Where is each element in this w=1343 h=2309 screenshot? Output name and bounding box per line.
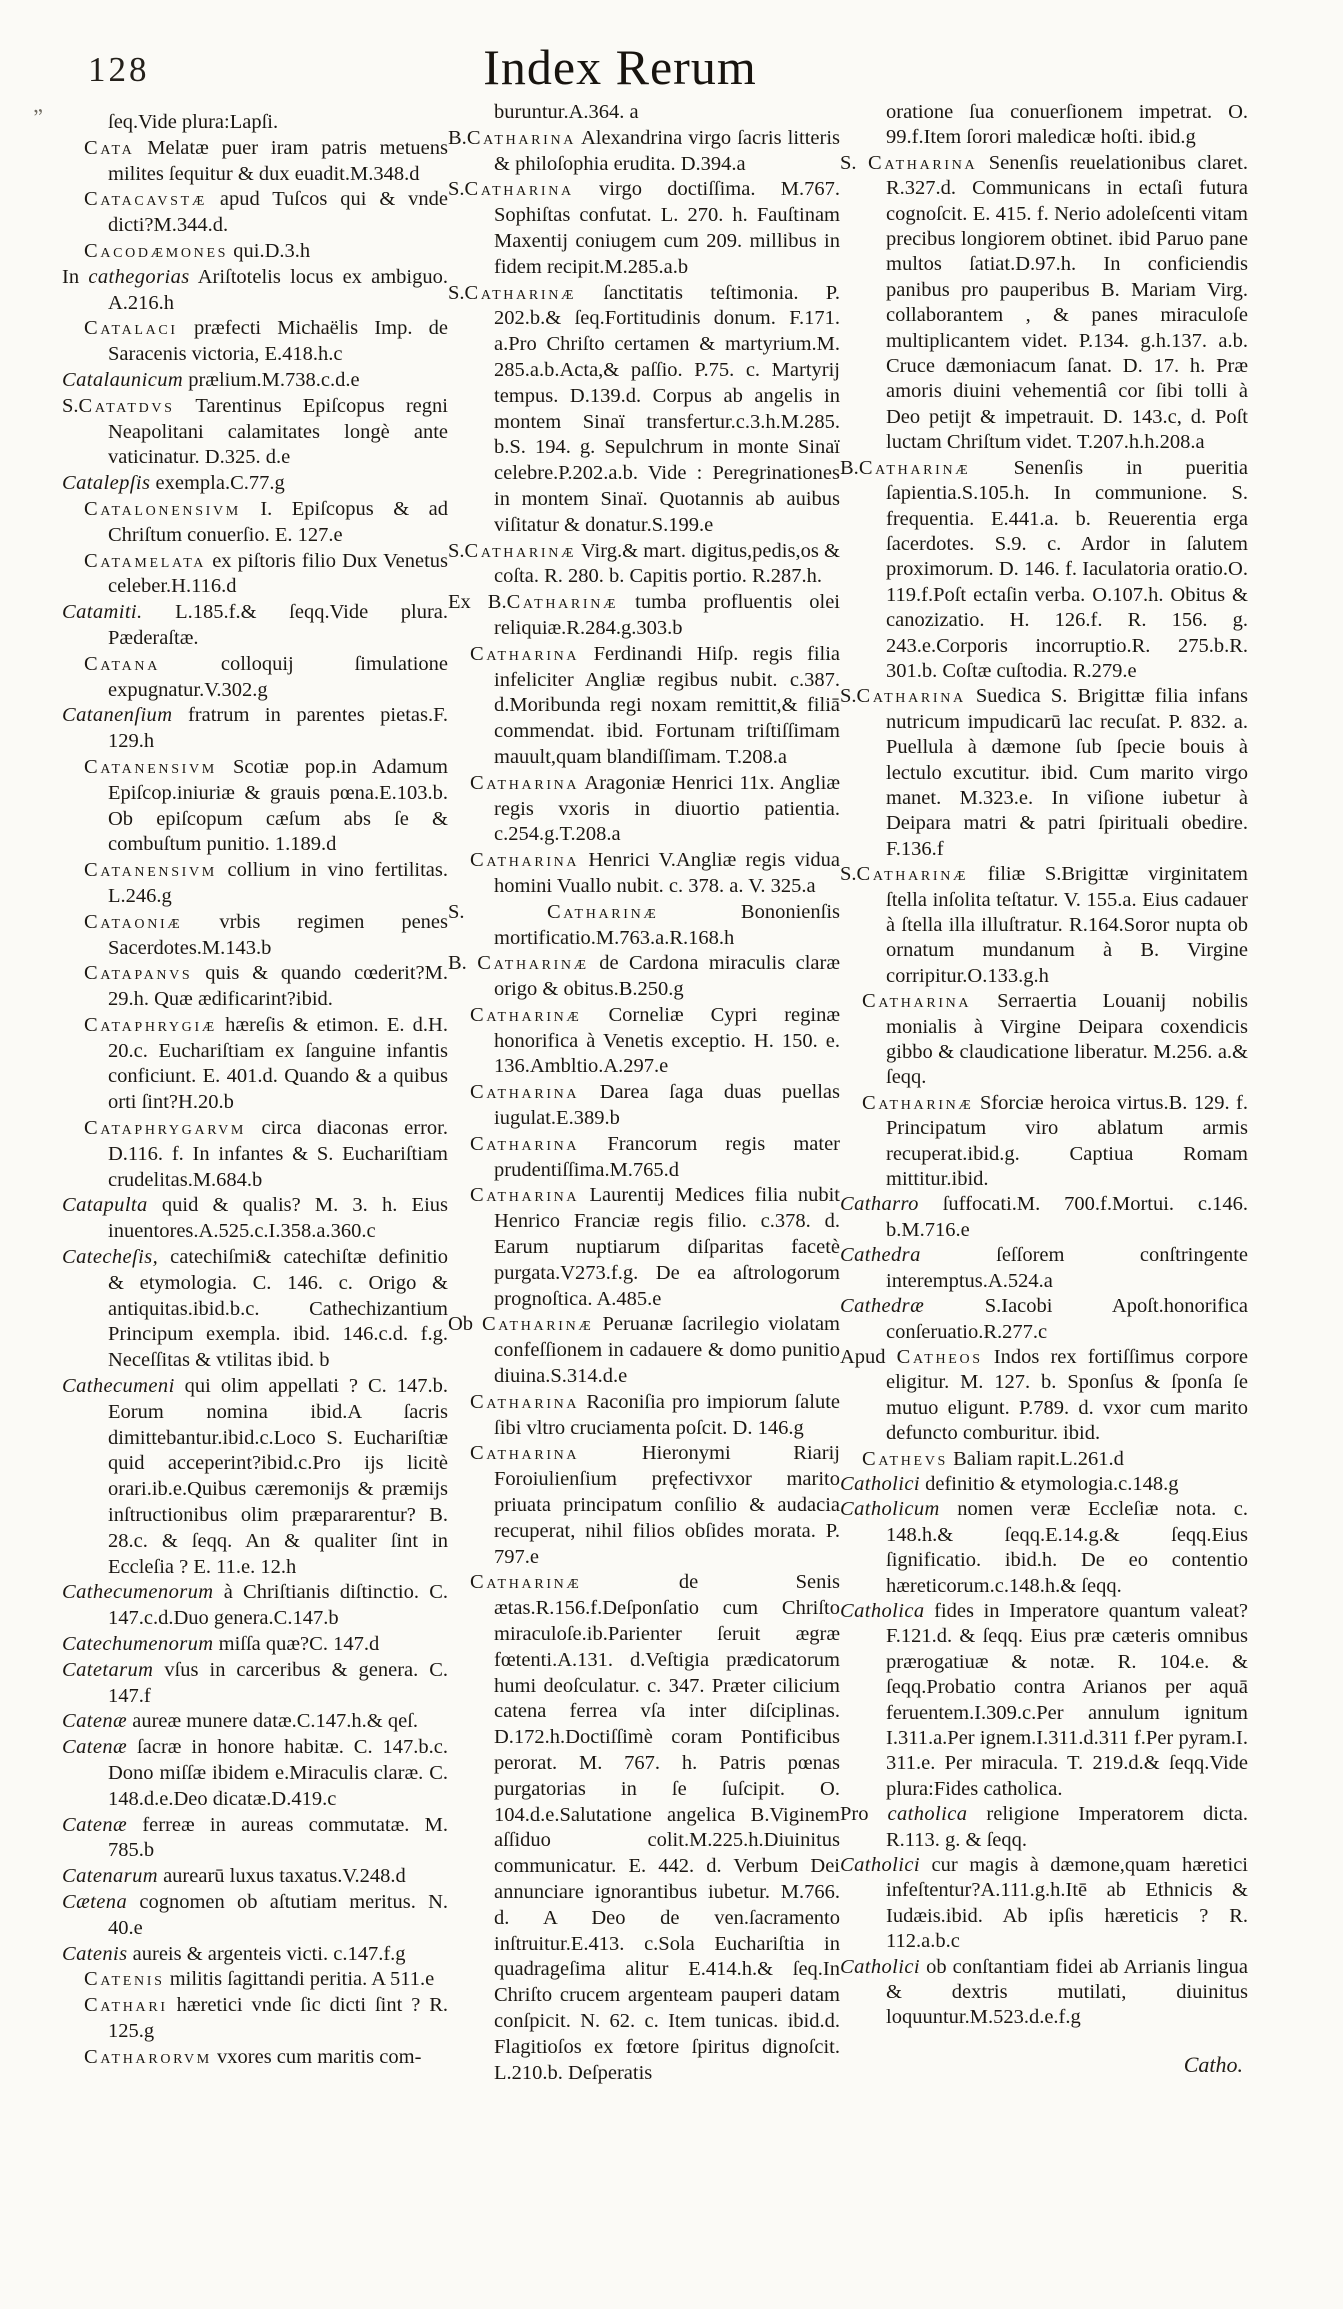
catchword: Catho. <box>1183 2052 1243 2077</box>
index-entry: Catholica fides in Imperatore quantum valeat? F.121.d. & ſeqq. Eius præ cæteris omnibus prærogatiuæ & notæ. R. 104.e. & ſeqq.Probatio contra Arianos per aquā feruentem.I.309.c.Per annulum ignitum I.311.a.Per ignem.I.311.d.311 f.Per pyram.I. 311.e. Per miracula. T. 219.d.& ſeqq.Vide plura:Fides catholica. <box>840 1599 1248 1800</box>
index-entry: Catamelata ex piſtoris filio Dux Venetus celeber.H.116.d <box>84 549 449 598</box>
index-entry: S.Catharinæ ſanctitatis teſtimonia. P. 202.b.& ſeq.Fortitudinis donum. F.171. a.Pro Chriſto certamen & martyrium.M. 285.a.b.Acta,& paſſio. P.75. c. Martyrij tempus. D.139.d. Corpus ab angelis in montem Sinaï transfertur.c.3.h.M.285. b.S. 194. g. Sepulchrum in monte Sinaï celebre.P.202.a.b. Vide : Peregrinationes in montem Sinaï. Quotannis ab auibus viſitatur & donatur.S.199.e <box>448 281 840 536</box>
entry-headword: Catatdvs <box>78 394 175 417</box>
entry-headword: Catanensivm <box>84 859 217 882</box>
index-entry: Apud Catheos Indos rex fortiſſimus corpore eligitur. M. 127. b. Sponſus & ſponſa ſe mutuo eligunt. P.789. d. vxor cum marito defuncto comburitur. ibid. <box>840 1345 1248 1445</box>
entry-prefix: Apud <box>840 1345 897 1368</box>
entry-prefix: Ob <box>448 1313 482 1336</box>
entry-prefix: S. <box>448 178 465 201</box>
index-entry: Catharina Laurentij Medices filia nubit Henrico Franciæ regis filio. c.378. d. Earum nuptiarum diſparitas facetè purgata.V273.f.g. De ea aſtrologorum prognoſtica. A.485.e <box>470 1184 841 1310</box>
entry-headword: Cætena <box>62 1890 128 1913</box>
entry-headword: Catapanvs <box>84 962 193 985</box>
entry-headword: Cathevs <box>862 1447 948 1470</box>
entry-headword: Catholici <box>840 1854 920 1877</box>
index-entry: S.Catharinæ Virg.& mart. digitus,pedis,os & coſta. R. 280. b. Capitis portio. R.287.h. <box>448 539 840 588</box>
index-entry: Catholici ob conſtantiam fidei ab Arrianis lingua & dextris mutilati, diuinitus loquuntur.M.523.d.e.f.g <box>840 1955 1248 2029</box>
entry-headword: Catharina <box>470 1132 580 1155</box>
index-entry: Catharinæ de Senis ætas.R.156.f.Deſponſatio cum Chriſto miraculoſe.ib.Parienter ſeruit ægræ fœtenti.A.131. d.Veſtigia prædicatorum humi deoſculatur. c. 347. Præter cilicium catena ferrea vſa inter diſciplinas. D.172.h.Doctiſſimè coram Pontificibus perorat. M. 767. h. Patris pœnas purgatorias in ſe ſuſcipit. O. 104.d.e.Salutatione angelica B.Viginem aſſiduo colit.M.225.h.Diuinitus communicatur. E. 442. d. Verbum Dei annunciare ignorantibus iubetur. M.766. d. A Deo de ven.ſacramento inſtruitur.E.413. c.Sola Euchariſtia in quadrageſima alitur E.414.h.& ſeq.In Chriſto crucem argenteam pauperi datam conſpicit. N. 62. c. Item tunicas. ibid.d. Flagitioſos ex fœtore ſpiritus dignoſcit. L.210.b. Deſperatis <box>470 1571 840 2084</box>
index-entry: Cætena cognomen ob aſtutiam meritus. N. 40.e <box>62 1890 449 1939</box>
index-entry: B.Catharina Alexandrina virgo ſacris litteris & philoſophia erudita. D.394.a <box>448 126 841 175</box>
index-entry: Cathecumenorum à Chriſtianis diſtinctio. C. 147.c.d.Duo genera.C.147.b <box>62 1581 449 1630</box>
entry-prefix: B. <box>840 456 859 479</box>
entry-headword: Catharinæ <box>862 1091 974 1114</box>
entry-headword: Catharina <box>470 1184 580 1207</box>
entry-prefix: S. <box>840 685 857 708</box>
index-entry: Catanensivm Scotiæ pop.in Adamum Epiſcop.iniuriæ & grauis pœna.E.103.b. Ob epiſcopum cæſum abs ſe & combuſtum punitio. 1.189.d <box>84 755 448 856</box>
entry-prefix: Pro <box>840 1803 888 1826</box>
entry-headword: Catamiti. <box>62 601 143 624</box>
entry-headword: Cathecumeni <box>62 1375 175 1398</box>
entry-headword: Catalonensivm <box>84 497 241 520</box>
index-entry: Catholicum nomen veræ Eccleſiæ nota. c. 148.h.& ſeqq.E.14.g.& ſeqq.Eius ſignificatio. ibid.h. De eo contentio hæreticorum.c.148.h.& ſeqq. <box>840 1498 1249 1597</box>
entry-headword: Catharina <box>466 126 577 149</box>
entry-headword: Catharina <box>464 178 574 201</box>
index-entry: Catholici definitio & etymologia.c.148.g <box>840 1472 1179 1495</box>
index-entry: Catharorvm vxores cum maritis com- <box>84 2045 422 2068</box>
index-entry: Catalonensivm I. Epiſcopus & ad Chriſtum conuerſio. E. 127.e <box>84 497 448 546</box>
entry-headword: Catetarum <box>62 1658 154 1681</box>
index-entry: Catharina Aragoniæ Henrici 11x. Angliæ regis vxoris in diuortio patientia. c.254.g.T.208.a <box>470 771 841 846</box>
entry-headword: Catharinæ <box>464 281 577 304</box>
page-title: Index Rerum <box>483 39 757 95</box>
index-entry: Catenis aureis & argenteis victi. c.147.f.g <box>62 1942 406 1965</box>
index-entry: Ob Catharinæ Peruanæ ſacrilegio violatam confeſſionem in cadauere & domo punitio diuina.S.314.d.e <box>448 1313 841 1388</box>
index-entry: Catapulta quid & qualis? M. 3. h. Eius inuentores.A.525.c.I.358.a.360.c <box>62 1194 448 1243</box>
entry-prefix: S. <box>840 863 857 886</box>
entry-headword: Cataoniæ <box>84 910 183 933</box>
entry-prefix: In <box>62 265 89 288</box>
index-entry: B. Catharinæ de Cardona miraculis claræ origo & obitus.B.250.g <box>448 952 840 1001</box>
entry-headword: Cataphrygarvm <box>84 1117 246 1140</box>
entry-prefix: S. <box>840 151 869 174</box>
index-entry: Cataphrygiæ hæreſis & etimon. E. d.H. 20.c. Euchariſtiam ex ſanguine infantis conficiunt. E. 401.d. Quando & a quibus orti ſint?H.20.b <box>84 1013 448 1114</box>
index-entry: Catharina Henrici V.Angliæ regis vidua homini Vuallo nubit. c. 378. a. V. 325.a <box>470 849 840 897</box>
entry-headword: Cathedra <box>840 1244 921 1267</box>
entry-headword: Catharinæ <box>506 591 619 614</box>
printer-margin-mark: ” <box>32 103 46 130</box>
index-entry: Catenæ aureæ munere datæ.C.147.h.& qeſ. <box>62 1710 419 1733</box>
index-entry: Cathedræ S.Iacobi Apoſt.honorifica conſeruatio.R.277.c <box>840 1295 1248 1343</box>
entry-headword: Catharinæ <box>470 1571 582 1594</box>
index-entry: Catharina Darea ſaga duas puellas iugulat.E.389.b <box>470 1081 840 1130</box>
entry-headword: Catheos <box>896 1345 983 1368</box>
entry-prefix: B. <box>448 952 478 975</box>
index-entry: Catacavstæ apud Tuſcos qui & vnde dicti?M.344.d. <box>84 188 449 237</box>
index-entry: Catetarum vſus in carceribus & genera. C. 147.f <box>62 1658 448 1707</box>
index-entry: Catenis militis ſagittandi peritia. A 511.e <box>84 1968 435 1991</box>
index-entry: S. Catharinæ Bononienſis mortificatio.M.763.a.R.168.h <box>448 900 840 949</box>
index-entry: In cathegorias Ariſtotelis locus ex ambiguo. A.216.h <box>62 265 449 314</box>
entry-headword: Catharinæ <box>464 539 577 562</box>
entry-headword: Cathecumenorum <box>62 1581 214 1604</box>
entry-headword: Catacavstæ <box>84 188 207 211</box>
index-entry: Catenarum aurearū luxus taxatus.V.248.d <box>62 1865 406 1888</box>
entry-headword: Catenæ <box>62 1813 128 1836</box>
entry-headword: Catenarum <box>62 1865 158 1888</box>
index-entry: Catamiti. L.185.f.& ſeqq.Vide plura. Pæderaſtæ. <box>62 601 449 649</box>
index-entry: Cathevs Baliam rapit.L.261.d <box>862 1447 1124 1470</box>
index-entry: Catalaunicum prælium.M.738.c.d.e <box>62 368 360 391</box>
entry-headword: Catharina <box>470 1081 580 1104</box>
index-entry: Cacodæmones qui.D.3.h <box>84 239 311 262</box>
index-entry: Catharina Francorum regis mater prudentiſſima.M.765.d <box>470 1132 840 1181</box>
entry-headword: Catharorvm <box>84 2045 212 2068</box>
index-entry: B.Catharinæ Senenſis in pueritia ſapientia.S.105.h. In communione. S. frequentia. E.441.a. b. Reuerentia erga ſacerdotes. S.9. c. Ardor in ſalutem proximorum. D. 146. f. Iaculatoria oratio.O. 119.f.Poſt ectaſin verba. O.107.h. Obitus & canozizatio. H. 126.f. R. 156. g. 243.e.Corporis incorruptio.R. 275.b.R. 301.b. Coſtæ cuſtodia. R.279.e <box>840 456 1248 682</box>
index-entry: Catharina Ferdinandi Hiſp. regis filia infeliciter Angliæ regibus nubit. c.387. d.Moribunda regi noxam remittit,& filiā commendat. ibid. Fortunam triſtiſſimam mauult,quam blandiſſimam. T.208.a <box>470 642 841 768</box>
index-entry: S. Catharina Senenſis reuelationibus claret. R.327.d. Communicans in ectaſi futura cognoſcit. E. 415. f. Nerio adoleſcenti vitam precibus longiorem obtinet. ibid Paruo pane multos ſatiat.D.97.h. In conficiendis panibus pro pauperibus B. Mariam Virg. collaborantem , & panes miraculoſe multiplicantem videt. P.134. g.h.137. a.b. Cruce dæmoniacum ſanat. D. 17. h. Præ amoris diuini vehementiâ cor ſibi tolli à Deo petijt & impetrauit. D. 143.c, d. Poſt luctam Chriſtum videt. T.207.h.h.208.a <box>840 151 1248 454</box>
entry-headword: Catharina <box>862 990 972 1013</box>
text-column-3 <box>840 100 1248 2031</box>
text-column-1 <box>62 110 448 2071</box>
index-entry: Cathecumeni qui olim appellati ? C. 147.b. Eorum nomina ibid.A ſacris dimittebantur.ibid.c.Loco S. Euchariſtiæ quid acceperint?ibid.c.Pro ijs licitè orari.ib.e.Quibus cæremonijs & præmijs inſtructionibus olim præpararentur? B. 28.c. & ſeqq. An & qualiter ſint in Eccleſia ? E. 11.e. 12.h <box>62 1375 448 1578</box>
entry-headword: Catharro <box>840 1193 919 1216</box>
index-entry: Catharina Raconiſia pro impiorum ſalute ſibi vltro cruciamenta poſcit. D. 146.g <box>470 1390 840 1439</box>
index-entry: Cathari hæretici vnde ſic dicti ſint ? R. 125.g <box>84 1994 449 2042</box>
index-entry: S.Catatdvs Tarentinus Epiſcopus regni Neapolitani calamitates longè ante vaticinatur. D.325. d.e <box>62 394 448 469</box>
entry-prefix: S. <box>448 539 465 562</box>
index-entry: Cataphrygarvm circa diaconas error. D.116. f. In infantes & S. Euchariſtiam crudelitas.M.684.b <box>84 1117 448 1191</box>
index-entry: Catholici cur magis à dæmone,quam hæretici infeſtentur?A.111.g.h.Itē ab Ethnicis & Iudæis.ibid. Ab ipſis hæreticis ? R. 112.a.b.c <box>840 1854 1248 1953</box>
index-entry: Catana colloquij ſimulatione expugnatur.V.302.g <box>84 652 448 701</box>
index-entry: Catalaci præfecti Michaëlis Imp. de Saracenis victoria, E.418.h.c <box>84 317 448 366</box>
index-entry: Catechumenorum miſſa quæ?C. 147.d <box>62 1633 380 1656</box>
index-entry: Catecheſis, catechiſmi& catechiſtæ definitio & etymologia. C. 146. c. Origo & antiquitas.ibid.b.c. Cathechizantium Principum exempla. ibid. 146.c.d. f.g. Neceſſitas & vtilitas ibid. b <box>62 1246 448 1372</box>
index-entry: Catenæ ferreæ in aureas commutatæ. M. 785.b <box>62 1813 449 1862</box>
entry-headword: Catharina <box>470 642 580 665</box>
index-entry: oratione ſua conuerſionem impetrat. O. 99.f.Item ſorori maledicæ hoſti. ibid.g <box>886 101 1248 149</box>
index-entry: Catanensivm collium in vino fertilitas. L.246.g <box>84 859 448 907</box>
entry-headword: Catecheſis, <box>62 1246 159 1269</box>
index-entry: S.Catharina virgo doctiſſima. M.767. Sophiſtas confutat. L. 270. h. Fauſtinam Maxentij coniugem cum 209. millibus in fidem recipit.M.285.a.b <box>448 178 840 278</box>
entry-headword: catholica <box>887 1803 968 1826</box>
entry-prefix: S. <box>62 394 79 417</box>
index-entry: Cathedra ſeſſorem conſtringente interemptus.A.524.a <box>840 1244 1249 1292</box>
entry-headword: Catenæ <box>62 1736 128 1759</box>
entry-headword: Catanenſium <box>62 704 173 727</box>
entry-headword: Catalaci <box>84 317 178 340</box>
entry-headword: Catharinæ <box>470 1003 582 1026</box>
entry-headword: Catana <box>84 652 160 675</box>
index-entry: Catanenſium fratrum in parentes pietas.F. 129.h <box>62 704 449 753</box>
entry-headword: cathegorias <box>88 265 190 288</box>
page-number: 128 <box>88 50 150 89</box>
index-entry: Catharinæ Sforciæ heroica virtus.B. 129. f. Principatum viro ablatum armis recuperat.ibid.g. Captiua Romam mittitur.ibid. <box>862 1091 1249 1191</box>
entry-headword: Catharinæ <box>481 1313 594 1336</box>
entry-headword: Catharina <box>470 771 580 794</box>
entry-headword: Catanensivm <box>84 755 217 778</box>
index-entry: Ex B.Catharinæ tumba profluentis olei reliquiæ.R.284.g.303.b <box>448 591 840 639</box>
index-entry: Catharro ſuffocati.M. 700.f.Mortui. c.146. b.M.716.e <box>840 1193 1248 1241</box>
entry-headword: Catechumenorum <box>62 1633 214 1656</box>
entry-prefix: S. <box>448 281 465 304</box>
entry-prefix: Ex B. <box>448 591 507 614</box>
entry-headword: Catenis <box>62 1942 128 1965</box>
entry-headword: Catharinæ <box>477 952 589 975</box>
entry-headword: Catholicum <box>840 1498 940 1521</box>
entry-headword: Cata <box>84 136 135 159</box>
index-entry: Cataoniæ vrbis regimen penes Sacerdotes.M.143.b <box>84 910 448 959</box>
entry-headword: Catalepſis <box>62 472 151 495</box>
entry-headword: Catharina <box>470 1442 580 1465</box>
entry-prefix: B. <box>448 126 467 149</box>
entry-headword: Catamelata <box>84 549 207 572</box>
entry-headword: Catharina <box>868 151 978 174</box>
entry-headword: Cacodæmones <box>84 239 229 262</box>
entry-prefix: S. <box>448 900 547 923</box>
index-entry: Catalepſis exempla.C.77.g <box>62 472 285 495</box>
entry-headword: Catharinæ <box>858 456 971 479</box>
entry-headword: Catharina <box>470 849 580 872</box>
index-entry: S.Catharinæ filiæ S.Brigittæ virginitatem ſtella inſolita teſtatur. V. 155.a. Eius cadauer à ſtella illa illuſtratur. R.164.Soror nupta ob ornatum mundanum à B. Virgine corripitur.O.133.g.h <box>840 863 1248 987</box>
entry-headword: Catenis <box>84 1968 165 1991</box>
index-entry: Catenæ ſacræ in honore habitæ. C. 147.b.c. Dono miſſæ ibidem e.Miraculis claræ. C. 148.d.e.Deo dicatæ.D.419.c <box>62 1736 449 1810</box>
entry-headword: Catholici <box>840 1472 920 1495</box>
index-entry: Catharina Serraertia Louanij nobilis monialis à Virgine Deipara coxendicis gibbo & claudicatione liberatur. M.256. a.& ſeqq. <box>862 990 1248 1089</box>
entry-headword: Catharina <box>856 685 966 708</box>
entry-headword: Catalaunicum <box>62 368 184 391</box>
entry-headword: Catenæ <box>62 1710 128 1733</box>
entry-headword: Catharinæ <box>856 863 969 886</box>
index-entry: Cata Melatæ puer iram patris metuens milites ſequitur & dux euadit.M.348.d <box>84 136 448 185</box>
index-entry: ſeq.Vide plura:Lapſi. <box>108 111 279 133</box>
index-entry: Catharina Hieronymi Riarij Foroiulienſium pręfectivxor marito priuata principatum conſilio & audacia recuperat, nihil filios obſides morata. P. 797.e <box>470 1442 840 1568</box>
index-entry: buruntur.A.364. a <box>494 101 639 123</box>
entry-headword: Cathedræ <box>840 1295 925 1318</box>
entry-headword: Catapulta <box>62 1194 148 1217</box>
entry-headword: Catharinæ <box>546 900 659 923</box>
index-entry: Catharinæ Corneliæ Cypri reginæ honorifica à Venetis exceptio. H. 150. e. 136.Ambltio.A.297.e <box>470 1003 841 1078</box>
index-entry: Catapanvs quis & quando cœderit?M. 29.h. Quæ ædificarint?ibid. <box>84 962 449 1011</box>
entry-headword: Catholici <box>840 1955 920 1978</box>
index-entry: Pro catholica religione Imperatorem dicta. R.113. g. & ſeqq. <box>840 1803 1248 1851</box>
index-entry: S.Catharina Suedica S. Brigittæ filia infans nutricum impudicarū lac recuſat. P. 832. a. Puellula à dæmone ſub ſpecie bouis à lectulo excutitur. ibid. Cum marito virgo manet. M.323.e. In viſione iubetur à Deipara matri & patri ſpirituali obedire. F.136.f <box>840 685 1248 860</box>
entry-headword: Cataphrygiæ <box>84 1013 217 1036</box>
entry-headword: Catholica <box>840 1599 925 1622</box>
text-column-2 <box>448 100 840 2086</box>
entry-headword: Cathari <box>84 1994 168 2017</box>
entry-headword: Catharina <box>470 1390 580 1413</box>
